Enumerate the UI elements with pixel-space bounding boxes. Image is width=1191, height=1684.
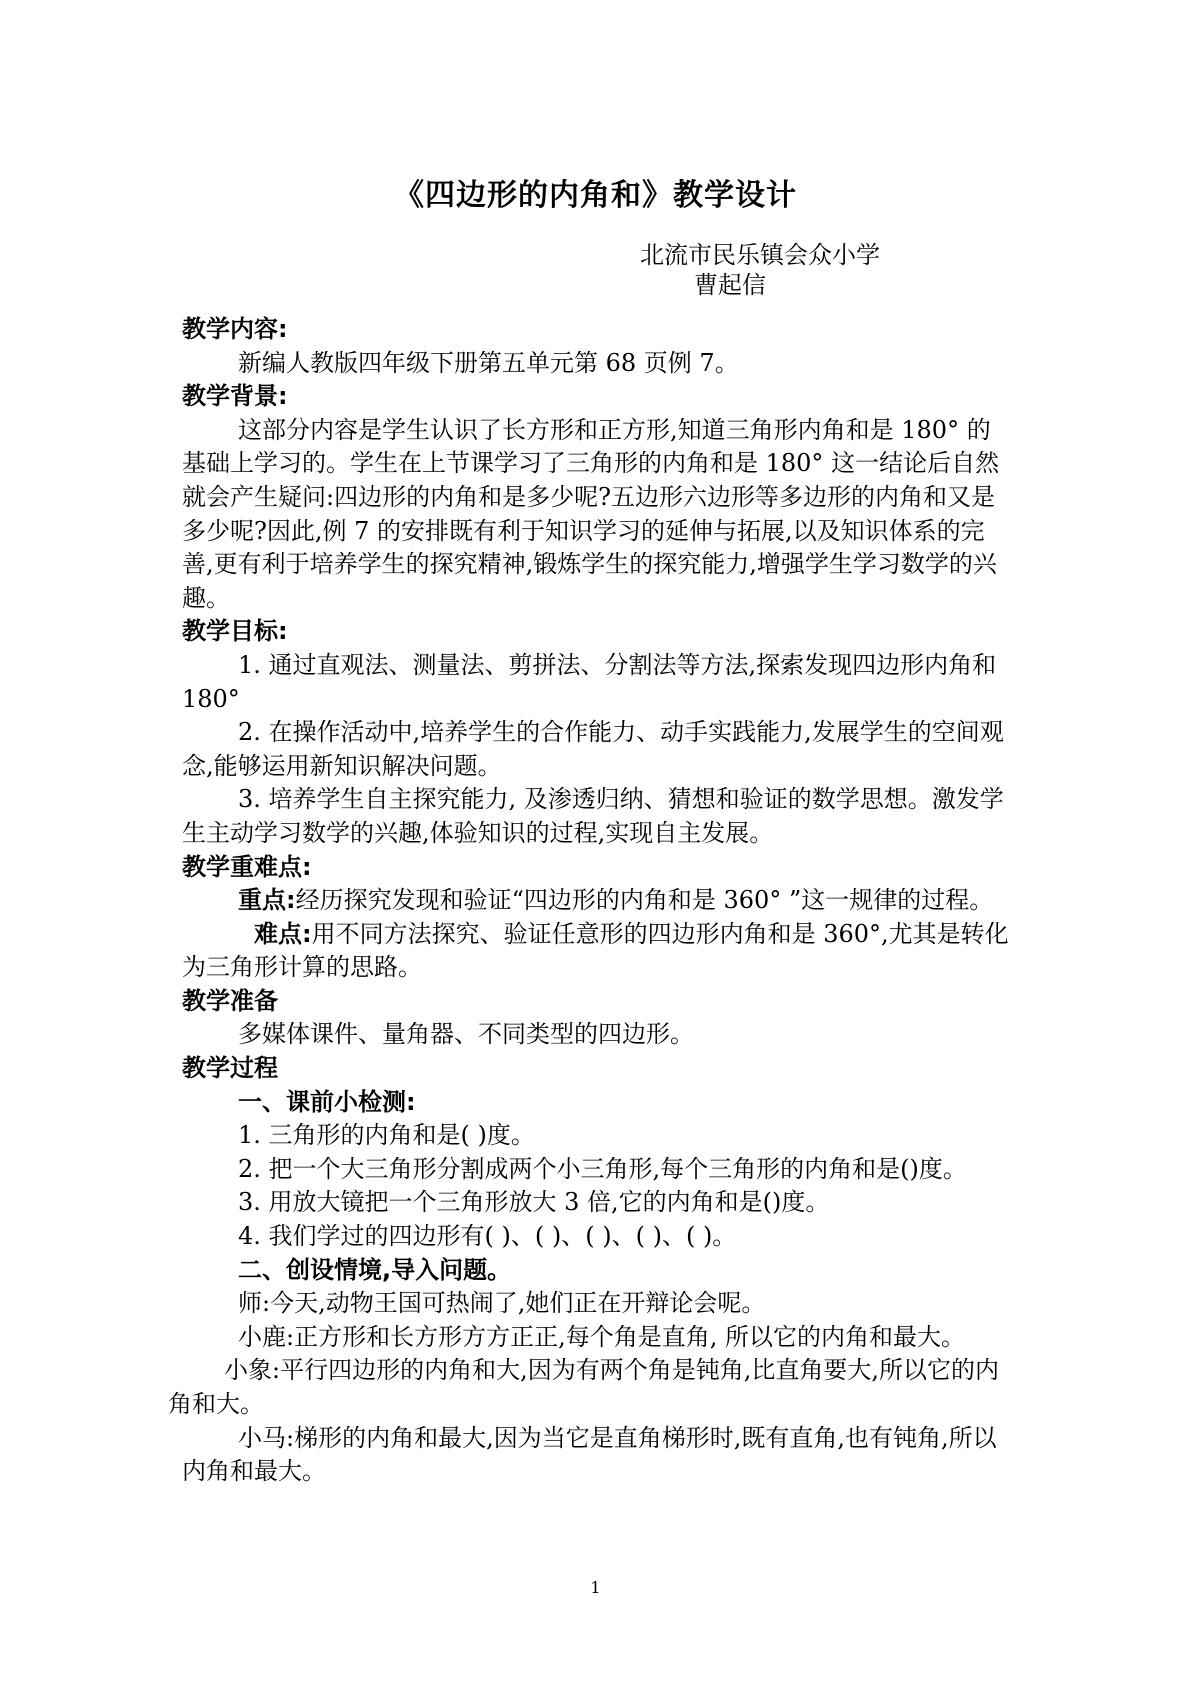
key-text: 经历探究发现和验证“四边形的内角和是 360° ”这一规律的过程。 [295, 886, 994, 915]
part1-heading: 一、课前小检测: [238, 1087, 416, 1116]
key-point [182, 884, 1012, 918]
difficult-point [182, 918, 1012, 985]
content-heading: 教学内容: [182, 315, 288, 343]
quiz-item-3: 3. 用放大镜把一个三角形放大 3 倍,它的内角和是()度。 [238, 1188, 830, 1217]
author-name: 曹起信 [694, 271, 766, 299]
goal-item-3: 3. 培养学生自主探究能力, 及渗透归纳、猜想和验证的数学思想。激发学生主动学习数学的兴趣,体验知识的过程,实现自主发展。 [182, 785, 1004, 847]
process-heading: 教学过程 [182, 1054, 278, 1083]
goals-heading: 教学目标: [182, 617, 288, 646]
quiz-item-2: 2. 把一个大三角形分割成两个小三角形,每个三角形的内角和是()度。 [238, 1154, 967, 1183]
goal-item-1: 1. 通过直观法、测量法、剪拼法、分割法等方法,探索发现四边形内角和 180° [182, 650, 997, 713]
content-text: 新编人教版四年级下册第五单元第 68 页例 7。 [238, 348, 739, 377]
elephant-line: 小象:平行四边形的内角和大,因为有两个角是钝角,比直角要大,所以它的内角和大。 [168, 1356, 999, 1418]
quiz-item-4: 4. 我们学过的四边形有( )、( )、( )、( )、( )。 [238, 1222, 737, 1251]
keypoints-heading: 教学重难点: [182, 852, 312, 881]
goal-item-2: 2. 在操作活动中,培养学生的合作能力、动手实践能力,发展学生的空间观念,能够运用新知识解决问题。 [182, 718, 1004, 780]
horse-line: 小马:梯形的内角和最大,因为当它是直角梯形时,既有直角,也有钝角,所以内角和最大。 [182, 1423, 997, 1486]
page-number: 1 [590, 1578, 601, 1597]
background-heading: 教学背景: [182, 382, 288, 411]
difficult-label: 难点: [254, 919, 312, 948]
difficult-text: 用不同方法探究、验证任意形的四边形内角和是 360°,尤其是转化为三角形计算的思路。 [182, 919, 1009, 982]
deer-line: 小鹿:正方形和长方形方方正正,每个角是直角, 所以它的内角和最大。 [238, 1322, 965, 1351]
teacher-line: 师:今天,动物王国可热闹了,她们正在开辩论会呢。 [238, 1289, 766, 1318]
prep-heading: 教学准备 [182, 986, 278, 1015]
part2-heading: 二、创设情境,导入问题。 [238, 1255, 512, 1284]
document-body [168, 313, 1012, 1489]
key-label: 重点: [238, 886, 296, 915]
quiz-item-1: 1. 三角形的内角和是( )度。 [238, 1121, 535, 1150]
document-title: 《四边形的内角和》教学设计 [394, 178, 797, 213]
author-school: 北流市民乐镇会众小学 [640, 241, 880, 269]
background-text: 这部分内容是学生认识了长方形和正方形,知道三角形内角和是 180° 的基础上学习的。学生在上节课学习了三角形的内角和是 180° 这一结论后自然就会产生疑问:四边形的内角和是多少呢?五边形六边形等多边形的内角和又是多少呢?因此,例 7 的安排既有利于知识学习的延伸与拓展,以及知识体系的完善,更有利于培养学生的探究精神,锻炼学生的探究能力,增强学生学习数学的兴趣。 [182, 415, 1000, 612]
prep-text: 多媒体课件、量角器、不同类型的四边形。 [238, 1020, 694, 1049]
